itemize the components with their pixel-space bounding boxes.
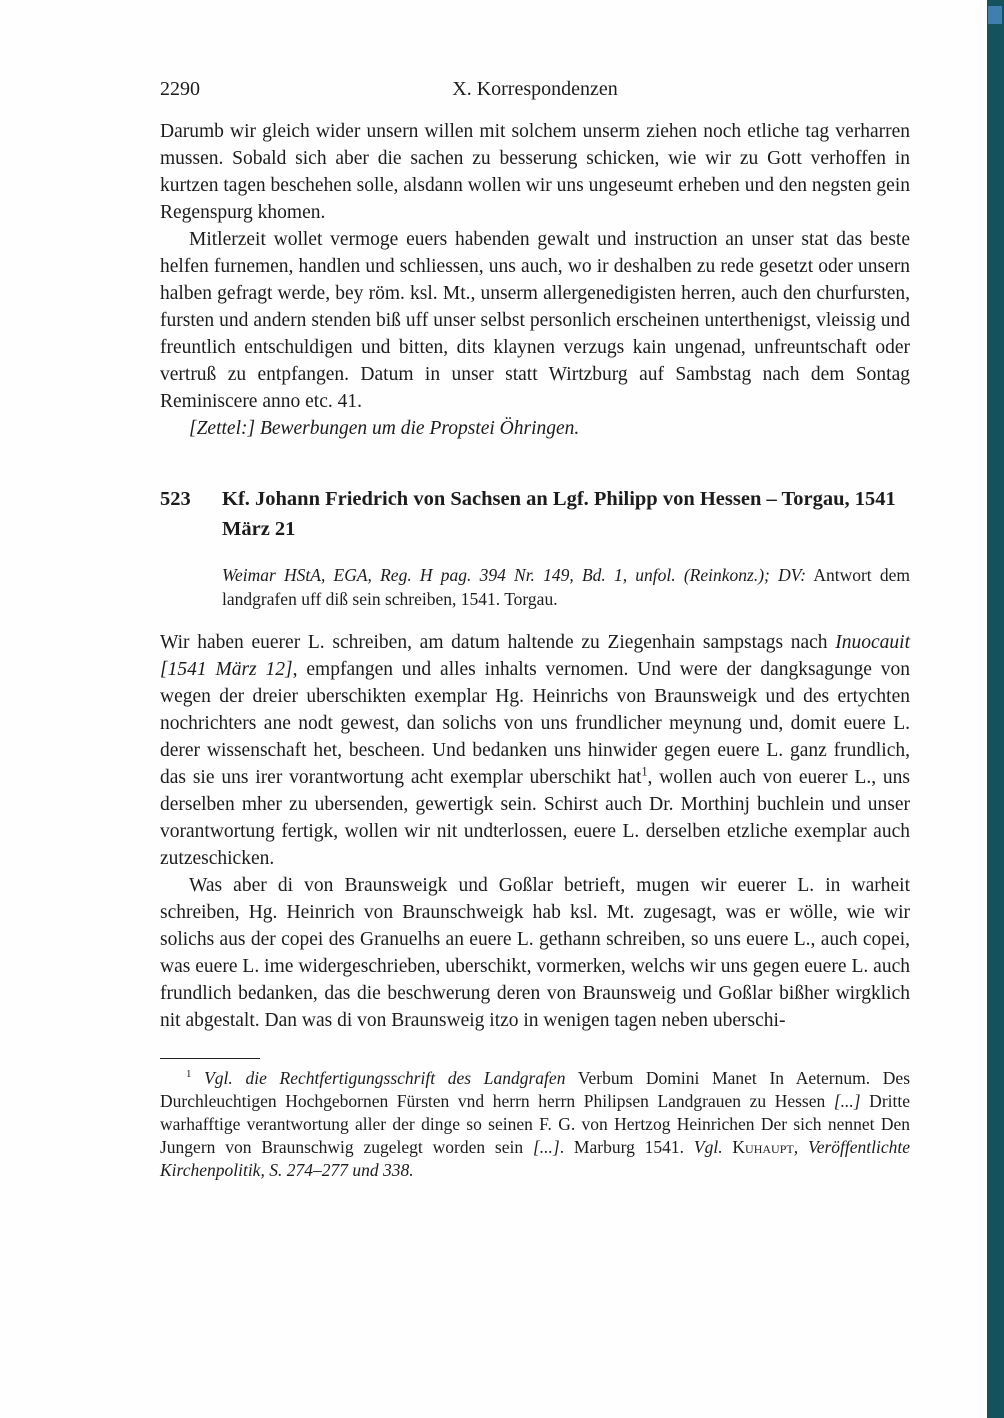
footnote-area bbox=[160, 1058, 910, 1182]
letter-paragraph-1: Wir haben euerer L. schreiben, am datum haltende zu Ziegenhain sampstags nach Inuocauit [1541 März 12], empfangen und alles inhalts vernomen. Und were der dangksagunge von wegen der dreier uberschikten exemplar Hg. Heinrichs von Braunsweigk und des ertychten nochrichters ane nodt gewest, dan solichs von uns frundlicher meynung und, domit euere L. derer wissenschaft het, bescheen. Und bedanken uns hinwider gegen euere L. ganz frundlich, das sie uns irer vorantwortung acht exemplar uberschikt hat$^1$, wollen auch von euerer L., uns derselben mher zu ubersenden, gewertigk sein. Schirst auch Dr. Morthinj buchlein und unser vorantwortung fertigk, wollen wir nit undterlossen, euere L. derselben etzliche exemplar auch zutzeschicken. bbox=[160, 632, 911, 869]
zettel-note: [Zettel:] Bewerbungen um die Propstei Öhringen. bbox=[189, 418, 580, 439]
footnote-rule bbox=[160, 1058, 260, 1059]
footnote-1: $^1$ Vgl. die Rechtfertigungsschrift des Landgrafen Verbum Domini Manet In Aeternum. Des Durchleuchtigen Hochgebornen Fürsten vnd herrn herrn Philipsen Landgrauen zu Hessen [...] Dritte warhafftige verantwortung aller der dinge so seinen F. G. von Hertzog Heinrichen Der sich nennet Den Jungern von Braunschwig zugelegt worden sein [...]. Marburg 1541. Vgl. Kuhaupt, Veröffentlichte Kirchenpolitik, S. 274–277 und 338. bbox=[160, 1068, 911, 1180]
entry-heading bbox=[160, 484, 910, 544]
letter-paragraph-2: Was aber di von Braunsweigk und Goßlar betrieft, mugen wir euerer L. in warheit schreiben, Hg. Heinrich von Braunschweigk hab ksl. Mt. zugesagt, was er wölle, wie wir solichs aus der copei des Granuelhs an euere L. gethann schreiben, so uns euere L., auch copei, was euere L. ime widergeschrieben, uberschikt, vormerken, welchs wir uns gegen euere L. auch frundlich bedanken, das die beschwerung deren von Braunsweig und Goßlar bißher wirgklich nit abgestalt. Dan was di von Braunsweig itzo in wenigen tagen neben uberschi- bbox=[160, 875, 910, 1031]
page-edge-strip bbox=[987, 0, 1004, 1418]
entry-number: 523 bbox=[160, 488, 191, 510]
page-edge-mark bbox=[988, 6, 1002, 24]
source-note: Weimar HStA, EGA, Reg. H pag. 394 Nr. 149, Bd. 1, unfol. (Reinkonz.); DV: Antwort dem landgrafen uff diß sein schreiben, 1541. Torgau. bbox=[222, 565, 910, 609]
running-head: X. Korrespondenzen bbox=[452, 78, 618, 100]
paragraph-continuation: Darumb wir gleich wider unsern willen mit solchem unserm ziehen noch etliche tag verharren mussen. Sobald sich aber die sachen zu besserung schicken, wie wir zu Gott verhoffen in kurtzen tagen beschehen solle, alsdann wollen wir uns ungeseumt erheben und den negsten gein Regenspurg khomen. bbox=[160, 121, 910, 223]
paragraph-instruction: Mitlerzeit wollet vermoge euers habenden gewalt und instruction an unser stat das beste helfen furnemen, handlen und schliessen, uns auch, wo ir deshalben zu rede gesetzt oder unsern halben gefragt werde, bey röm. ksl. Mt., unserm allergenedigisten herren, auch den churfursten, fursten und andern stenden biß uff unser selbst personlich erscheinen unterthenigst, vleissig und freuntlich entschuldigen und bitten, dits klaynen verzugs kain ungenad, unfreuntschaft oder vertruß zu entpfangen. Datum in unser statt Wirtzburg auf Sambstag nach dem Sontag Reminiscere anno etc. 41. bbox=[160, 229, 910, 412]
page-number: 2290 bbox=[160, 78, 200, 100]
entry-title: Kf. Johann Friedrich von Sachsen an Lgf. Philipp von Hessen – Torgau, 1541 März 21 bbox=[222, 488, 896, 540]
text-block bbox=[160, 118, 910, 1182]
page-header bbox=[160, 78, 910, 104]
